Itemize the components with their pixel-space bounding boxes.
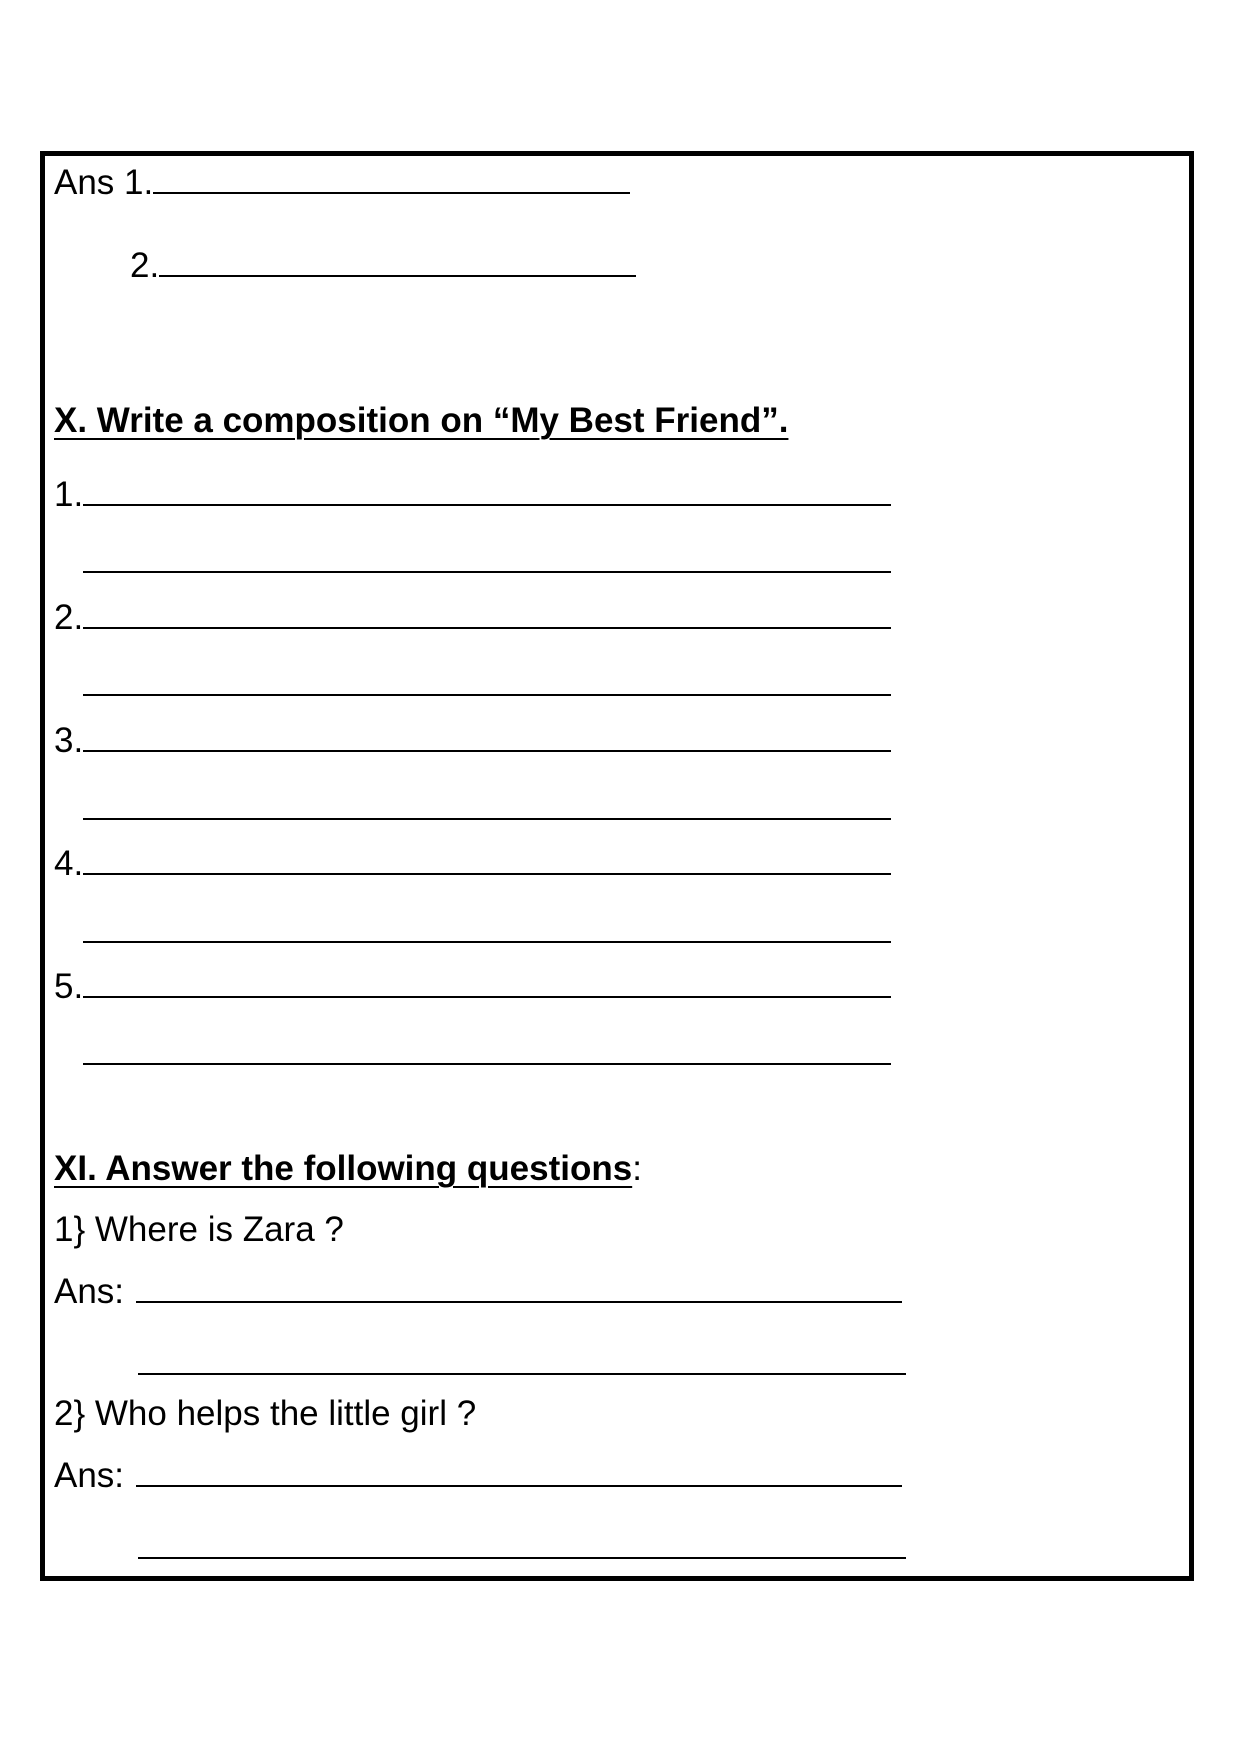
composition-line-4a[interactable] bbox=[83, 843, 891, 875]
question-2-answer-blank-a[interactable] bbox=[136, 1455, 902, 1487]
ans-2-label: 2. bbox=[130, 246, 160, 285]
composition-line-4b[interactable] bbox=[83, 941, 891, 943]
section-xi-heading-line bbox=[54, 1149, 642, 1189]
composition-item-1 bbox=[54, 474, 891, 515]
composition-item-5 bbox=[54, 966, 891, 1007]
ans-1-label: Ans 1. bbox=[54, 163, 154, 202]
question-1-answer-line bbox=[54, 1271, 902, 1312]
composition-number-2: 2. bbox=[54, 598, 84, 637]
question-1-answer-blank-b[interactable] bbox=[138, 1373, 906, 1375]
question-2-ans-label: Ans: bbox=[54, 1456, 125, 1495]
question-1: 1} Where is Zara ? bbox=[54, 1210, 344, 1249]
ans-2-blank[interactable] bbox=[159, 245, 636, 277]
composition-line-1b[interactable] bbox=[83, 571, 891, 573]
question-1-ans-label: Ans: bbox=[54, 1272, 125, 1311]
composition-line-3a[interactable] bbox=[83, 720, 891, 752]
composition-line-5a[interactable] bbox=[83, 966, 891, 998]
composition-number-5: 5. bbox=[54, 967, 84, 1006]
composition-line-2a[interactable] bbox=[83, 597, 891, 629]
composition-number-1: 1. bbox=[54, 475, 84, 514]
composition-item-2 bbox=[54, 597, 891, 638]
composition-line-5b[interactable] bbox=[83, 1063, 891, 1065]
composition-number-3: 3. bbox=[54, 721, 84, 760]
ans-2-line bbox=[130, 245, 636, 286]
composition-line-2b[interactable] bbox=[83, 694, 891, 696]
composition-item-4 bbox=[54, 843, 891, 884]
ans-1-blank[interactable] bbox=[153, 162, 630, 194]
section-x-heading: X. Write a composition on “My Best Friend”. bbox=[54, 401, 789, 440]
composition-number-4: 4. bbox=[54, 844, 84, 883]
question-1-answer-blank-a[interactable] bbox=[136, 1271, 902, 1303]
composition-line-3b[interactable] bbox=[83, 818, 891, 820]
ans-1-line bbox=[54, 162, 630, 203]
question-2: 2} Who helps the little girl ? bbox=[54, 1394, 477, 1433]
section-xi-heading-colon: : bbox=[632, 1149, 642, 1188]
question-2-answer-blank-b[interactable] bbox=[138, 1557, 906, 1559]
composition-item-3 bbox=[54, 720, 891, 761]
composition-line-1a[interactable] bbox=[83, 474, 891, 506]
section-xi-heading: XI. Answer the following questions bbox=[54, 1149, 633, 1188]
question-2-answer-line bbox=[54, 1455, 902, 1496]
